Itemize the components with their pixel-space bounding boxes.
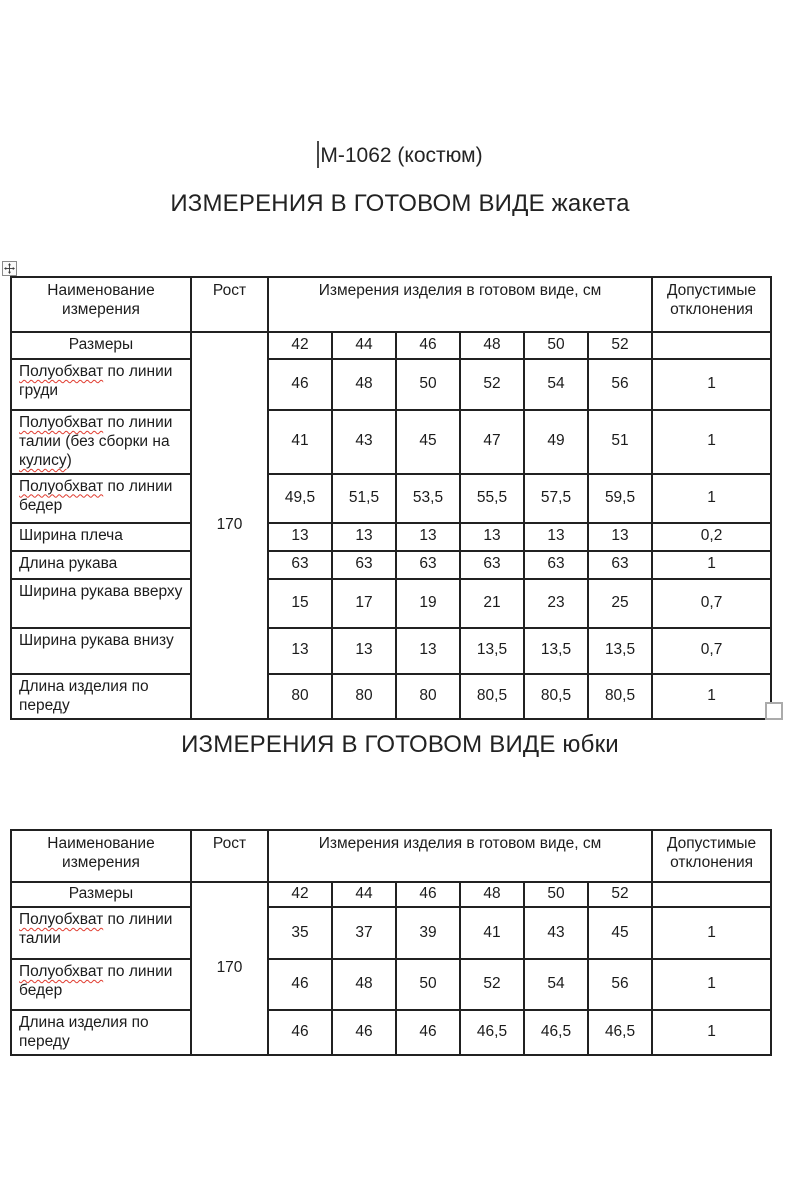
- misspelled-word: Полуобхват: [19, 911, 104, 928]
- header-measure-cell: Измерения изделия в готовом виде, см: [268, 277, 652, 332]
- move-cross-arrows-icon: [4, 263, 15, 274]
- size-cell: 48: [460, 882, 524, 907]
- value-cell: 15: [268, 579, 332, 628]
- misspelled-word: Полуобхват: [19, 477, 104, 495]
- heading-jacket-measurements: ИЗМЕРЕНИЯ В ГОТОВОМ ВИДЕ жакета: [170, 190, 630, 217]
- measurement-row: [11, 410, 771, 474]
- value-cell: 52: [460, 359, 524, 410]
- value-cell: 50: [396, 959, 460, 1010]
- table-header-row: [11, 277, 771, 332]
- value-cell: 41: [268, 410, 332, 474]
- row-label-cell: Ширина плеча: [11, 523, 191, 551]
- value-cell: 49,5: [268, 474, 332, 523]
- value-cell: 48: [332, 959, 396, 1010]
- value-cell: 63: [268, 551, 332, 579]
- size-cell: 50: [524, 332, 588, 359]
- row-label-cell: Полуобхват по линии талии (без сборки на кулису): [11, 410, 191, 474]
- value-cell: 46: [332, 1010, 396, 1055]
- header-tolerance-cell: Допустимые отклонения: [652, 830, 771, 882]
- value-cell: 63: [588, 551, 652, 579]
- header-tolerance-cell: Допустимые отклонения: [652, 277, 771, 332]
- value-cell: 13: [396, 523, 460, 551]
- measurement-row: [11, 474, 771, 523]
- misspelled-word: Полуобхват: [19, 414, 104, 431]
- header-height-cell: Рост: [191, 830, 268, 882]
- value-cell: 13: [268, 628, 332, 674]
- value-cell: 46,5: [460, 1010, 524, 1055]
- row-label-cell: Длина изделия по переду: [11, 674, 191, 719]
- tolerance-cell: 0,7: [652, 628, 771, 674]
- header-name-cell: Наименование измерения: [11, 277, 191, 332]
- value-cell: 53,5: [396, 474, 460, 523]
- size-cell: 46: [396, 332, 460, 359]
- value-cell: 13: [332, 523, 396, 551]
- value-cell: 17: [332, 579, 396, 628]
- table-resize-handle[interactable]: [765, 702, 783, 720]
- value-cell: 46: [268, 1010, 332, 1055]
- measurement-row: [11, 628, 771, 674]
- height-value-cell: 170: [191, 882, 268, 1055]
- value-cell: 19: [396, 579, 460, 628]
- tolerance-cell: 1: [652, 359, 771, 410]
- tolerance-cell: 1: [652, 959, 771, 1010]
- value-cell: 13,5: [460, 628, 524, 674]
- measurement-row: [11, 1010, 771, 1055]
- value-cell: 59,5: [588, 474, 652, 523]
- size-cell: 52: [588, 882, 652, 907]
- value-cell: 51,5: [332, 474, 396, 523]
- row-label-cell: Полуобхват по линии бедер: [11, 959, 191, 1010]
- value-cell: 54: [524, 359, 588, 410]
- value-cell: 13,5: [588, 628, 652, 674]
- value-cell: 13: [268, 523, 332, 551]
- value-cell: 13: [588, 523, 652, 551]
- document-title-text: М-1062 (костюм): [320, 144, 483, 167]
- measurement-row: [11, 674, 771, 719]
- sizes-label-cell: Размеры: [11, 882, 191, 907]
- value-cell: 43: [332, 410, 396, 474]
- value-cell: 46: [396, 1010, 460, 1055]
- value-cell: 57,5: [524, 474, 588, 523]
- value-cell: 55,5: [460, 474, 524, 523]
- value-cell: 35: [268, 907, 332, 959]
- measurement-row: [11, 359, 771, 410]
- value-cell: 47: [460, 410, 524, 474]
- value-cell: 80,5: [588, 674, 652, 719]
- measurement-row: [11, 551, 771, 579]
- value-cell: 37: [332, 907, 396, 959]
- size-cell: 42: [268, 882, 332, 907]
- value-cell: 49: [524, 410, 588, 474]
- value-cell: 21: [460, 579, 524, 628]
- value-cell: 39: [396, 907, 460, 959]
- value-cell: 45: [396, 410, 460, 474]
- value-cell: 13,5: [524, 628, 588, 674]
- table-move-handle[interactable]: [2, 261, 17, 276]
- value-cell: 63: [460, 551, 524, 579]
- row-label-cell: Длина рукава: [11, 551, 191, 579]
- sizes-row: [11, 882, 771, 907]
- document-title: [0, 141, 800, 168]
- measurement-row: [11, 579, 771, 628]
- row-label-cell: Ширина рукава внизу: [11, 628, 191, 674]
- heading-skirt-measurements: ИЗМЕРЕНИЯ В ГОТОВОМ ВИДЕ юбки: [181, 731, 619, 758]
- misspelled-word: Полуобхват: [19, 963, 104, 980]
- header-measure-cell: Измерения изделия в готовом виде, см: [268, 830, 652, 882]
- value-cell: 25: [588, 579, 652, 628]
- tolerance-cell: [652, 882, 771, 907]
- value-cell: 56: [588, 359, 652, 410]
- value-cell: 13: [396, 628, 460, 674]
- row-label-cell: Ширина рукава вверху: [11, 579, 191, 628]
- value-cell: 52: [460, 959, 524, 1010]
- value-cell: 80: [396, 674, 460, 719]
- sizes-row: [11, 332, 771, 359]
- value-cell: 63: [332, 551, 396, 579]
- height-value-cell: 170: [191, 332, 268, 719]
- tolerance-cell: 1: [652, 474, 771, 523]
- size-cell: 46: [396, 882, 460, 907]
- value-cell: 80,5: [524, 674, 588, 719]
- value-cell: 13: [332, 628, 396, 674]
- value-cell: 54: [524, 959, 588, 1010]
- tolerance-cell: 1: [652, 674, 771, 719]
- value-cell: 13: [460, 523, 524, 551]
- value-cell: 51: [588, 410, 652, 474]
- value-cell: 80: [268, 674, 332, 719]
- tolerance-cell: 0,2: [652, 523, 771, 551]
- row-label-cell: Полуобхват по линии бедер: [11, 474, 191, 523]
- header-height-cell: Рост: [191, 277, 268, 332]
- value-cell: 46: [268, 359, 332, 410]
- measurement-row: [11, 907, 771, 959]
- tolerance-cell: 1: [652, 1010, 771, 1055]
- value-cell: 63: [524, 551, 588, 579]
- measurement-table-jacket: [10, 276, 772, 720]
- value-cell: 56: [588, 959, 652, 1010]
- value-cell: 41: [460, 907, 524, 959]
- size-cell: 52: [588, 332, 652, 359]
- value-cell: 46: [268, 959, 332, 1010]
- header-name-cell: Наименование измерения: [11, 830, 191, 882]
- size-cell: 44: [332, 882, 396, 907]
- tolerance-cell: 1: [652, 410, 771, 474]
- misspelled-word: кулису: [19, 451, 67, 469]
- value-cell: 43: [524, 907, 588, 959]
- measurement-table-skirt: [10, 829, 772, 1056]
- value-cell: 46,5: [588, 1010, 652, 1055]
- tolerance-cell: [652, 332, 771, 359]
- tolerance-cell: 1: [652, 551, 771, 579]
- row-label-cell: Полуобхват по линии груди: [11, 359, 191, 410]
- value-cell: 50: [396, 359, 460, 410]
- value-cell: 48: [332, 359, 396, 410]
- tolerance-cell: 0,7: [652, 579, 771, 628]
- value-cell: 23: [524, 579, 588, 628]
- tolerance-cell: 1: [652, 907, 771, 959]
- value-cell: 80: [332, 674, 396, 719]
- sizes-label-cell: Размеры: [11, 332, 191, 359]
- value-cell: 63: [396, 551, 460, 579]
- row-label-cell: Полуобхват по линии талии: [11, 907, 191, 959]
- table-header-row: [11, 830, 771, 882]
- misspelled-word: Полуобхват: [19, 363, 104, 380]
- measurement-row: [11, 959, 771, 1010]
- measurement-row: [11, 523, 771, 551]
- value-cell: 45: [588, 907, 652, 959]
- size-cell: 48: [460, 332, 524, 359]
- row-label-cell: Длина изделия по переду: [11, 1010, 191, 1055]
- value-cell: 13: [524, 523, 588, 551]
- value-cell: 46,5: [524, 1010, 588, 1055]
- size-cell: 44: [332, 332, 396, 359]
- size-cell: 42: [268, 332, 332, 359]
- value-cell: 80,5: [460, 674, 524, 719]
- size-cell: 50: [524, 882, 588, 907]
